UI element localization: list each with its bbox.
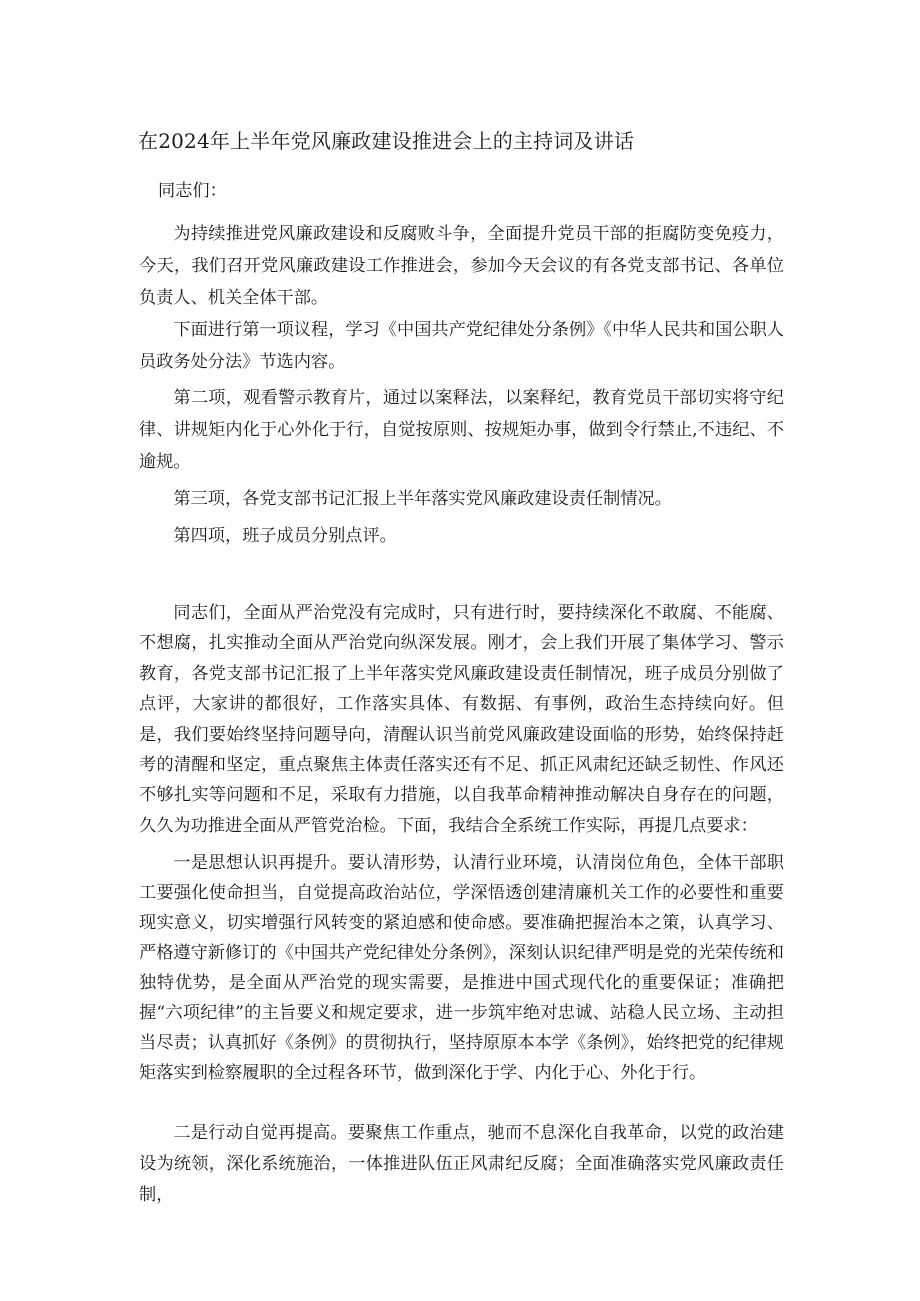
paragraph-agenda-item-4: 第四项，班子成员分别点评。 [173, 526, 397, 546]
salutation: 同志们： [158, 181, 227, 201]
paragraph-agenda-item-2: 第二项，观看警示教育片，通过以案释法，以案释纪，教育党员干部切实将守纪律、讲规矩内化于心外化于行，自觉按原则、按规矩办事，做到令行禁止,不违纪、不逾规。 [139, 388, 784, 472]
paragraph-speech-intro: 同志们，全面从严治党没有完成时，只有进行时，要持续深化不敢腐、不能腐、不想腐，扎实推动全面从严治党向纵深发展。刚才，会上我们开展了集体学习、警示教育，各党支部书记汇报了上半年落实党风廉政建设责任制情况，班子成员分别做了点评，大家讲的都很好，工作落实具体、有数据、有事例，政治生态持续向好。但是，我们要始终坚持问题导向，清醒认识当前党风廉政建设面临的形势，始终保持赶考的清醒和坚定，重点聚焦主体责任落实还有不足、抓正风肃纪还缺乏韧性、作风还不够扎实等问题和不足，采取有力措施，以自我革命精神推动解决自身存在的问题，久久为功推进全面从严管党治检。下面，我结合全系统工作实际，再提几点要求： [139, 603, 784, 836]
paragraph-requirement-1: 一是思想认识再提升。要认清形势，认清行业环境，认清岗位角色，全体干部职工要强化使命担当，自觉提高政治站位，学深悟透创建清廉机关工作的必要性和重要现实意义，切实增强行风转变的紧迫感和使命感。要准确把握治本之策，认真学习、严格遵守新修订的《中国共产党纪律处分条例》，深刻认识纪律严明是党的光荣传统和独特优势，是全面从严治党的现实需要，是推进中国式现代化的重要保证；准确把握“六项纪律”的主旨要义和规定要求，进一步筑牢绝对忠诚、站稳人民立场、主动担当尽责；认真抓好《条例》的贯彻执行，坚持原原本本学《条例》，始终把党的纪律规矩落实到检察履职的全过程各环节，做到深化于学、内化于心、外化于行。 [139, 853, 784, 1083]
paragraph-opening: 为持续推进党风廉政建设和反腐败斗争，全面提升党员干部的拒腐防变免疫力，今天，我们召开党风廉政建设工作推进会，参加今天会议的有各党支部书记、各单位负责人、机关全体干部。 [139, 224, 784, 308]
paragraph-agenda-item-3: 第三项，各党支部书记汇报上半年落实党风廉政建设责任制情况。 [173, 489, 672, 509]
document-title: 在2024年上半年党风廉政建设推进会上的主持词及讲话 [138, 129, 635, 153]
paragraph-agenda-item-1: 下面进行第一项议程，学习《中国共产党纪律处分条例》《中华人民共和国公职人员政务处分法》节选内容。 [139, 320, 784, 372]
paragraph-requirement-2: 二是行动自觉再提高。要聚焦工作重点，驰而不息深化自我革命，以党的政治建设为统领，深化系统施治，一体推进队伍正风肃纪反腐；全面准确落实党风廉政责任制， [139, 1123, 784, 1205]
